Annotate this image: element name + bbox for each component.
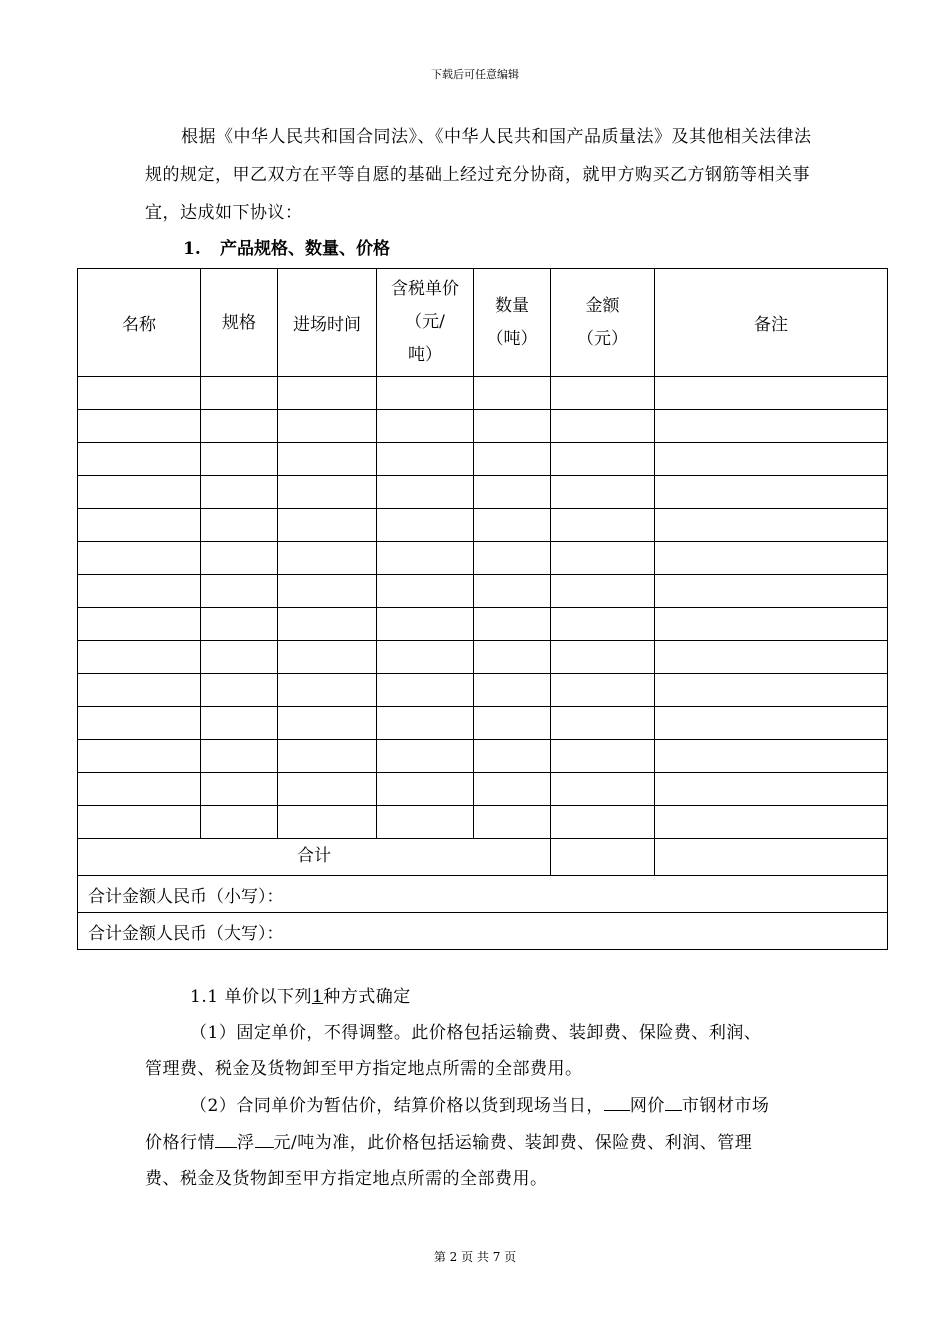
header-amount: 金额 （元） — [551, 269, 655, 377]
table-row — [78, 542, 888, 575]
blank-field — [215, 1132, 237, 1148]
header-name: 名称 — [78, 269, 201, 377]
table-row — [78, 443, 888, 476]
blank-field — [255, 1132, 274, 1148]
header-entry-time: 进场时间 — [278, 269, 377, 377]
section-heading — [183, 234, 390, 259]
blank-field — [665, 1095, 682, 1111]
section-number: 1. — [183, 239, 201, 259]
table-row — [78, 641, 888, 674]
header-quantity: 数量 （吨） — [474, 269, 551, 377]
table-row — [78, 410, 888, 443]
page-footer: 第 2 页 共 7 页 — [433, 1250, 517, 1264]
option-2-line-2: 价格行情 浮 元/吨为准，此价格包括运输费、装卸费、保险费、利润、管理 — [145, 1133, 753, 1153]
intro-paragraph: 根据《中华人民共和国合同法》、《中华人民共和国产品质量法》及其他相关法律法规的规定，甲乙双方在平等自愿的基础上经过充分协商，就甲方购买乙方钢筋等相关事宜，达成如下协议： — [145, 127, 812, 223]
option-2-line-1: （2）合同单价为暂估价，结算价格以货到现场当日， 网价 市钢材市场 — [190, 1096, 770, 1116]
option-1-line-2: 管理费、税金及货物卸至甲方指定地点所需的全部费用。 — [145, 1059, 583, 1079]
table-row — [78, 806, 888, 839]
total-big-label: 合计金额人民币（大写）： — [78, 913, 888, 950]
total-small-row — [78, 876, 888, 913]
option-1-line-1: （1）固定单价，不得调整。此价格包括运输费、装卸费、保险费、利润、 — [190, 1023, 762, 1043]
table-row — [78, 773, 888, 806]
header-spec: 规格 — [201, 269, 278, 377]
table-row — [78, 377, 888, 410]
clause-1-1: 1.1 单价以下列1种方式确定 — [190, 987, 411, 1007]
total-label: 合计 — [78, 839, 551, 876]
option-2-line-3: 费、税金及货物卸至甲方指定地点所需的全部费用。 — [145, 1169, 548, 1189]
total-row — [78, 839, 888, 876]
table-row — [78, 740, 888, 773]
header-remarks: 备注 — [655, 269, 888, 377]
product-table — [77, 268, 888, 950]
section-title: 产品规格、数量、价格 — [220, 239, 390, 259]
table-header-row — [78, 269, 888, 377]
total-big-row — [78, 913, 888, 950]
table-row — [78, 575, 888, 608]
header-unit-price: 含税单价 （元/ 吨） — [377, 269, 474, 377]
total-small-label: 合计金额人民币（小写）： — [78, 876, 888, 913]
method-choice: 1 — [311, 987, 324, 1007]
table-row — [78, 476, 888, 509]
table-row — [78, 509, 888, 542]
table-row — [78, 707, 888, 740]
table-row — [78, 674, 888, 707]
page-header: 下载后可任意编辑 — [431, 68, 519, 81]
blank-field — [604, 1095, 630, 1111]
table-row — [78, 608, 888, 641]
